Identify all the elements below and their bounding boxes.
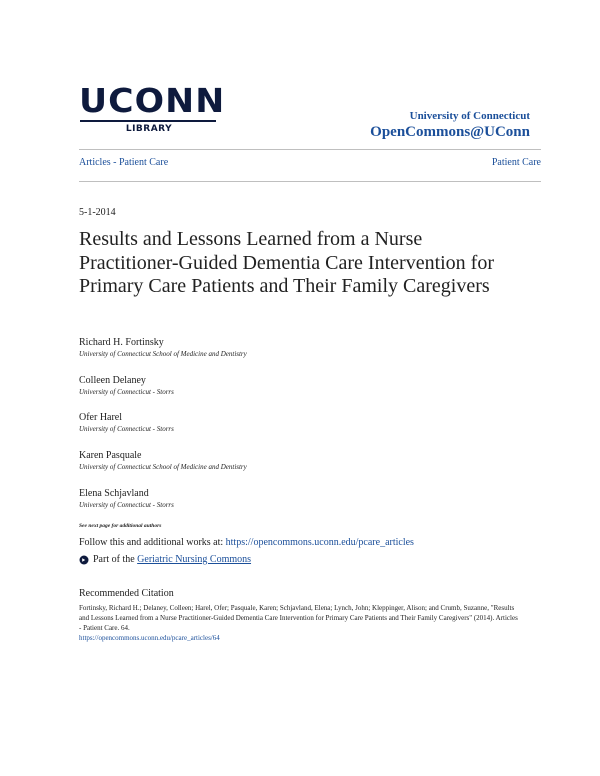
recommended-citation	[79, 603, 519, 643]
header-divider-bottom	[79, 181, 541, 182]
author-block	[79, 450, 247, 471]
header-divider-top	[79, 149, 541, 150]
discipline-link[interactable]: Geriatric Nursing Commons	[137, 554, 252, 565]
part-of-text: Part of the	[93, 554, 135, 565]
nav-link-collection[interactable]: Articles - Patient Care	[79, 157, 169, 168]
author-name: Ofer Harel	[79, 412, 123, 423]
author-name: Richard H. Fortinsky	[79, 337, 164, 348]
uconn-library-logo	[79, 81, 226, 134]
author-name: Elena Schjavland	[79, 488, 149, 499]
citation-link[interactable]: https://opencommons.uconn.edu/pcare_articles/64	[79, 634, 220, 642]
article-title: Results and Lessons Learned from a Nurse Practitioner-Guided Dementia Care Intervention for Primary Care Patients and Their Family Caregivers	[79, 228, 494, 297]
nav-link-community[interactable]: Patient Care	[491, 157, 541, 168]
follow-text: Follow this and additional works at:	[79, 537, 226, 548]
author-affiliation: University of Connecticut - Storrs	[79, 425, 174, 433]
follow-line	[79, 537, 414, 548]
institution-header	[370, 110, 530, 141]
author-affiliation: University of Connecticut School of Medicine and Dentistry	[79, 350, 247, 358]
creative-commons-icon	[79, 555, 89, 565]
institution-name[interactable]: University of Connecticut	[409, 110, 530, 122]
collection-link[interactable]: https://opencommons.uconn.edu/pcare_articles	[225, 537, 414, 548]
publication-date: 5-1-2014	[79, 207, 116, 218]
recommended-citation-heading: Recommended Citation	[79, 588, 174, 599]
author-block	[79, 488, 174, 509]
logo-divider	[80, 120, 216, 122]
author-affiliation: University of Connecticut - Storrs	[79, 501, 174, 509]
author-block	[79, 412, 174, 433]
repository-name[interactable]: OpenCommons@UConn	[370, 124, 530, 140]
breadcrumb	[79, 157, 541, 168]
author-name: Karen Pasquale	[79, 450, 142, 461]
author-name: Colleen Delaney	[79, 375, 146, 386]
logo-subtitle: LIBRARY	[125, 124, 173, 134]
author-affiliation: University of Connecticut - Storrs	[79, 388, 174, 396]
additional-authors-note: See next page for additional authors	[79, 523, 162, 529]
citation-text: Fortinsky, Richard H.; Delaney, Colleen; Harel, Ofer; Pasquale, Karen; Schjavland, Elena; Lynch, John; Kleppinger, Alison; and Crumb, Suzanne, "Results and Lessons Learned from a Nurse Practitioner-Guided Dementia Care Intervention for Primary Care Patients and Their Family Caregivers" (2014). Articles - Patient Care. 64.	[79, 604, 518, 632]
logo-wordmark: UCONN	[79, 81, 226, 120]
part-of-line	[79, 554, 251, 565]
author-block	[79, 337, 247, 358]
author-affiliation: University of Connecticut School of Medicine and Dentistry	[79, 463, 247, 471]
author-block	[79, 375, 174, 396]
